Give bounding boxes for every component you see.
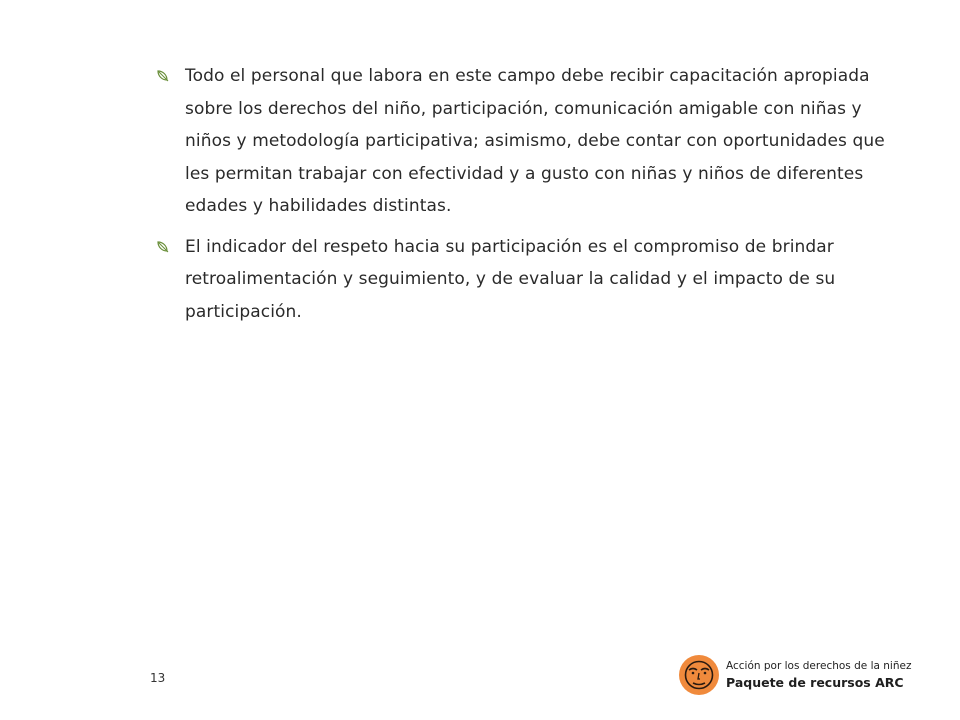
bullet-item [156,60,916,223]
bullet-list [156,60,916,336]
leaf-bullet-icon [156,60,185,92]
bullet-text: El indicador del respeto hacia su participación es el compromiso de brindar retroalimentación y seguimiento, y de evaluar la calidad y el impacto de su participación. [185,236,836,322]
brand-tagline: Acción por los derechos de la niñez [726,659,912,672]
page-number: 13 [150,671,166,685]
brand-title: Paquete de recursos ARC [726,674,904,690]
brand-footer [678,654,911,696]
arc-face-logo-icon [678,654,720,696]
bullet-item [156,231,916,329]
leaf-bullet-icon [156,231,185,263]
bullet-text: Todo el personal que labora en este campo debe recibir capacitación apropiada sobre los derechos del niño, participación, comunicación amigable con niñas y niños y metodología participativa; asimismo, debe contar con oportunidades que les permitan trabajar con efectividad y a gusto con niñas y niños de diferentes edades y habilidades distintas. [185,66,885,216]
brand-text [726,659,911,692]
